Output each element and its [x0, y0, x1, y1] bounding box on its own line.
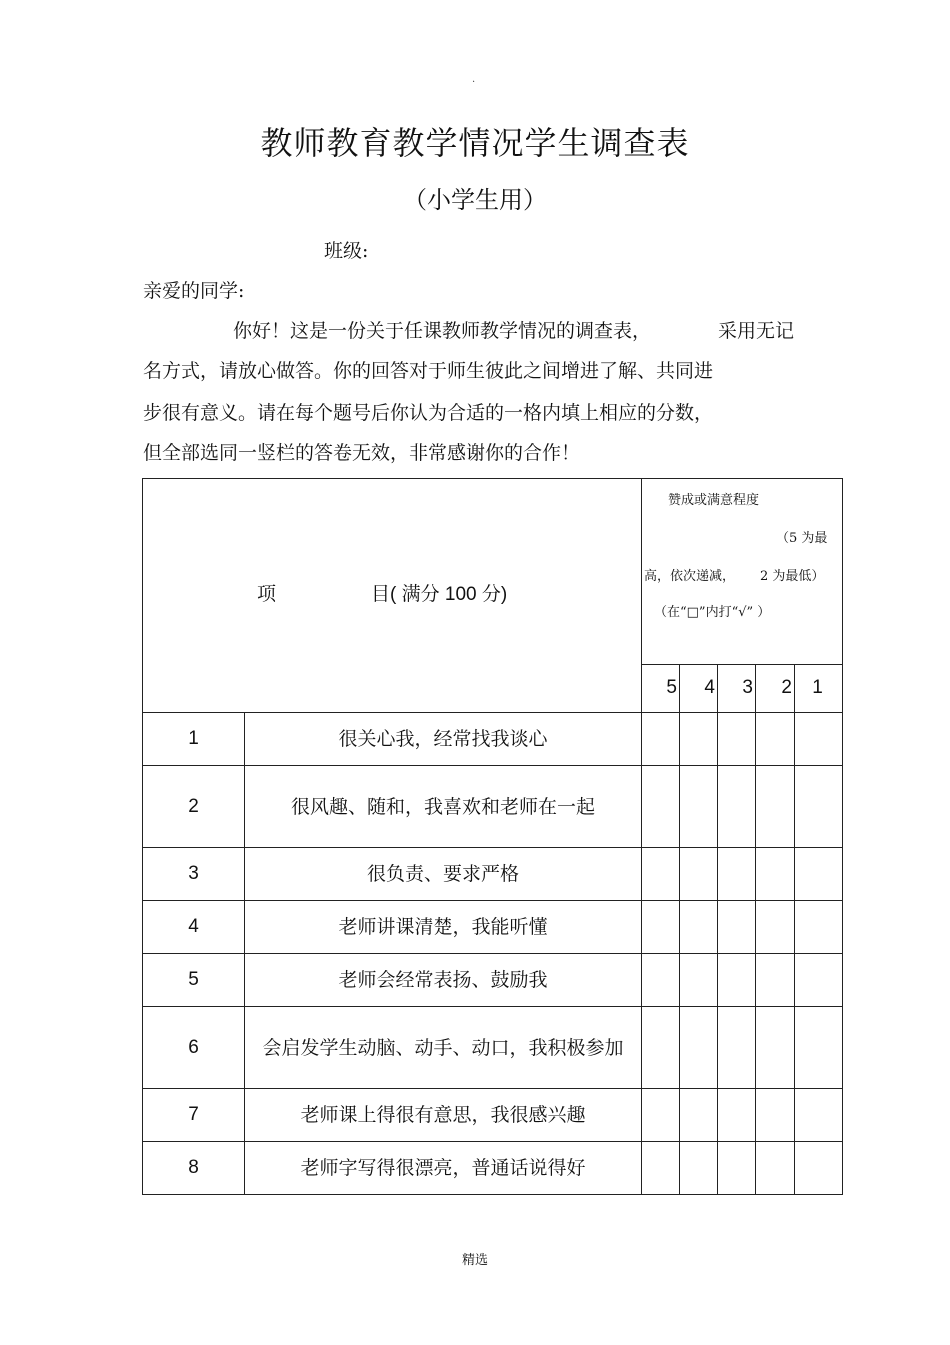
- answer-cell-5[interactable]: [642, 766, 680, 848]
- answer-cell-4[interactable]: [680, 954, 718, 1007]
- answer-cell-4[interactable]: [680, 1007, 718, 1089]
- table-row: [143, 954, 843, 1007]
- answer-cell-3[interactable]: [718, 1007, 756, 1089]
- page-dot: .: [472, 74, 476, 85]
- scale-line-2: （5 为最: [776, 531, 828, 546]
- level-label: 4: [704, 677, 715, 699]
- answer-cell-3[interactable]: [718, 1142, 756, 1195]
- answer-cell-2[interactable]: [756, 954, 795, 1007]
- answer-cell-2[interactable]: [756, 1007, 795, 1089]
- answer-cell-5[interactable]: [642, 1142, 680, 1195]
- table-row: [143, 1142, 843, 1195]
- level-header-5: [642, 664, 680, 712]
- answer-cell-2[interactable]: [756, 1142, 795, 1195]
- answer-cell-3[interactable]: [718, 901, 756, 954]
- intro-line-1-end: 采用无记: [718, 320, 795, 342]
- row-item-text: 很关心我，经常找我谈心: [245, 713, 642, 766]
- page-subtitle: （小学生用）: [403, 186, 547, 214]
- answer-cell-1[interactable]: [795, 1007, 843, 1089]
- answer-cell-1[interactable]: [795, 1089, 843, 1142]
- answer-cell-1[interactable]: [795, 766, 843, 848]
- scale-line-1: 赞成或满意程度: [668, 493, 760, 508]
- answer-cell-5[interactable]: [642, 713, 680, 766]
- intro-line-1: 你好！这是一份关于任课教师教学情况的调查表，: [233, 320, 652, 342]
- class-label: 班级:: [324, 240, 369, 262]
- answer-cell-3[interactable]: [718, 713, 756, 766]
- row-number: 7: [143, 1089, 245, 1142]
- level-label: 1: [812, 677, 823, 699]
- answer-cell-1[interactable]: [795, 713, 843, 766]
- answer-cell-1[interactable]: [795, 1142, 843, 1195]
- row-number: 3: [143, 848, 245, 901]
- row-item-text: 老师字写得很漂亮，普通话说得好: [245, 1142, 642, 1195]
- row-number: 2: [143, 766, 245, 848]
- answer-cell-5[interactable]: [642, 901, 680, 954]
- row-item-text: 老师讲课清楚，我能听懂: [245, 901, 642, 954]
- row-item-text: 会启发学生动脑、动手、动口，我积极参加: [245, 1007, 642, 1089]
- table-row: [143, 1089, 843, 1142]
- level-header-3: [718, 664, 756, 712]
- answer-cell-5[interactable]: [642, 954, 680, 1007]
- header-item-cell: [143, 479, 642, 713]
- answer-cell-3[interactable]: [718, 1089, 756, 1142]
- level-label: 2: [781, 677, 792, 699]
- level-header-1: [795, 664, 843, 712]
- table-row: [143, 766, 843, 848]
- answer-cell-4[interactable]: [680, 1142, 718, 1195]
- answer-cell-5[interactable]: [642, 1007, 680, 1089]
- answer-cell-2[interactable]: [756, 1089, 795, 1142]
- header-scale-cell: [642, 479, 843, 665]
- survey-table: [142, 478, 843, 1195]
- answer-cell-4[interactable]: [680, 713, 718, 766]
- row-item-text: 老师会经常表扬、鼓励我: [245, 954, 642, 1007]
- answer-cell-3[interactable]: [718, 848, 756, 901]
- page-title: 教师教育教学情况学生调查表: [260, 124, 690, 162]
- answer-cell-2[interactable]: [756, 713, 795, 766]
- table-row: [143, 1007, 843, 1089]
- answer-cell-2[interactable]: [756, 766, 795, 848]
- table-row: [143, 848, 843, 901]
- survey-table-body: [143, 479, 843, 1195]
- row-item-text: 很负责、要求严格: [245, 848, 642, 901]
- answer-cell-4[interactable]: [680, 766, 718, 848]
- header-item-score: 目( 满分 100 分): [371, 584, 508, 605]
- greeting: 亲爱的同学:: [143, 280, 245, 302]
- level-label: 3: [742, 677, 753, 699]
- answer-cell-1[interactable]: [795, 954, 843, 1007]
- page-footer: 精选: [461, 1253, 488, 1268]
- answer-cell-4[interactable]: [680, 1089, 718, 1142]
- answer-cell-5[interactable]: [642, 1089, 680, 1142]
- scale-line-3a: 高，依次递减，: [644, 569, 736, 584]
- level-label: 5: [666, 677, 677, 699]
- answer-cell-2[interactable]: [756, 901, 795, 954]
- answer-cell-1[interactable]: [795, 848, 843, 901]
- intro-line-3: 步很有意义。请在每个题号后你认为合适的一格内填上相应的分数，: [143, 402, 714, 424]
- row-number: 1: [143, 713, 245, 766]
- answer-cell-3[interactable]: [718, 766, 756, 848]
- scale-line-4: （在“□”内打“√” ）: [654, 605, 771, 620]
- row-number: 5: [143, 954, 245, 1007]
- row-item-text: 很风趣、随和，我喜欢和老师在一起: [245, 766, 642, 848]
- intro-line-4: 但全部选同一竖栏的答卷无效，非常感谢你的合作！: [143, 442, 581, 464]
- table-row: [143, 713, 843, 766]
- table-row: [143, 901, 843, 954]
- level-header-4: [680, 664, 718, 712]
- answer-cell-5[interactable]: [642, 848, 680, 901]
- row-item-text: 老师课上得很有意思，我很感兴趣: [245, 1089, 642, 1142]
- answer-cell-3[interactable]: [718, 954, 756, 1007]
- row-number: 4: [143, 901, 245, 954]
- scale-line-3b: 2 为最低）: [760, 569, 825, 584]
- answer-cell-4[interactable]: [680, 848, 718, 901]
- answer-cell-4[interactable]: [680, 901, 718, 954]
- answer-cell-2[interactable]: [756, 848, 795, 901]
- intro-line-2: 名方式，请放心做答。你的回答对于师生彼此之间增进了解、共同进: [143, 360, 714, 382]
- level-header-2: [756, 664, 795, 712]
- answer-cell-1[interactable]: [795, 901, 843, 954]
- header-item-label: 项: [257, 584, 277, 605]
- row-number: 8: [143, 1142, 245, 1195]
- row-number: 6: [143, 1007, 245, 1089]
